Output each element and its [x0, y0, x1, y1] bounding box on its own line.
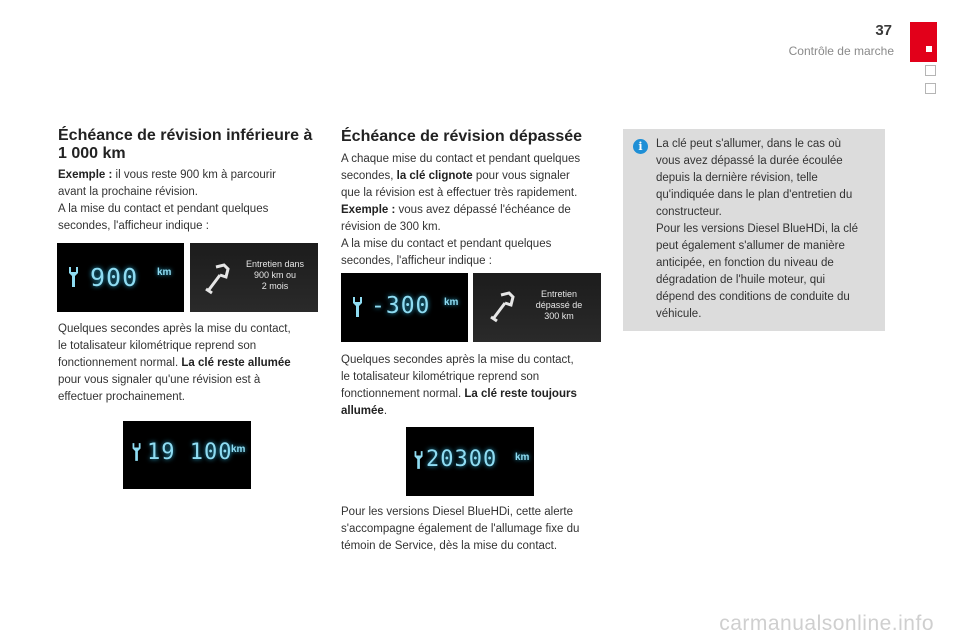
odometer-display [406, 427, 534, 496]
message-line: 300 km [544, 311, 574, 321]
info-icon: i [633, 139, 648, 154]
page-number: 37 [875, 22, 892, 39]
info-line: dépend des conditions de conduite du [656, 291, 850, 303]
text-line: témoin de Service, dès la mise du contact. [341, 540, 558, 552]
odometer-display [57, 243, 184, 312]
text-line: s'accompagne également de l'allumage fixe du [341, 523, 580, 535]
text-emphasis: La clé reste allumée [181, 357, 291, 369]
display-value: 20300 [426, 447, 498, 472]
watermark: carmanualsonline.info [719, 612, 934, 635]
wrench-icon [65, 265, 83, 289]
middle-final [341, 504, 611, 555]
chapter-marker-icon [926, 46, 932, 52]
info-line: anticipée, en fonction du niveau de [656, 257, 834, 269]
display-unit: km [231, 444, 246, 455]
example-text: il vous reste 900 km à parcourir [112, 169, 276, 181]
text-line: pour vous signaler qu'une révision est à [58, 374, 261, 386]
example-label: Exemple : [341, 204, 396, 216]
info-line: constructeur. [656, 206, 722, 218]
chapter-box-icon [925, 65, 936, 76]
example-text: vous avez dépassé l'échéance de [395, 204, 571, 216]
message-line: Entretien dans [245, 259, 305, 269]
text-line: le totalisateur kilométrique reprend son [58, 340, 257, 352]
display-value: 900 [90, 263, 139, 292]
left-intro [58, 167, 328, 235]
wrench-icon [411, 449, 427, 471]
text-line: . [383, 405, 388, 417]
text-line: fonctionnement normal. [341, 388, 465, 400]
message-display [190, 243, 318, 312]
text-emphasis: la clé clignote [396, 170, 473, 182]
text-emphasis: allumée [341, 405, 384, 417]
example-label: Exemple : [58, 169, 113, 181]
chapter-tab [910, 22, 937, 62]
middle-intro [341, 151, 611, 270]
wrench-icon [129, 441, 145, 463]
middle-title: Échéance de révision dépassée [341, 128, 583, 145]
display-value: -300 [371, 293, 431, 319]
text-line: secondes, [341, 170, 397, 182]
info-line: vous avez dépassé la durée écoulée [656, 155, 843, 167]
info-line: La clé peut s'allumer, dans le cas où [656, 138, 842, 150]
text-line: secondes, l'afficheur indique : [58, 220, 209, 232]
chapter-box-icon [925, 83, 936, 94]
service-wrench-icon [202, 261, 232, 295]
text-line: secondes, l'afficheur indique : [341, 255, 492, 267]
text-emphasis: La clé reste toujours [464, 388, 577, 400]
text-line: effectuer prochainement. [58, 391, 186, 403]
display-unit: km [444, 297, 459, 308]
text-line: Pour les versions Diesel BlueHDi, cette alerte [341, 506, 574, 518]
info-text [656, 136, 882, 323]
text-line: révision de 300 km. [341, 221, 441, 233]
text-line: pour vous signaler [472, 170, 570, 182]
left-title-line1: Échéance de révision inférieure à [58, 127, 313, 144]
section-title: Contrôle de marche [788, 44, 894, 58]
message-line: 2 mois [261, 281, 289, 291]
service-wrench-icon [487, 289, 517, 323]
display-unit: km [515, 452, 530, 463]
message-line: Entretien [540, 289, 578, 299]
left-after [58, 321, 328, 406]
odometer-display [341, 273, 468, 342]
left-title [58, 127, 328, 163]
text-line: A la mise du contact et pendant quelques [341, 238, 552, 250]
text-line: le totalisateur kilométrique reprend son [341, 371, 540, 383]
left-title-line2: 1 000 km [58, 145, 126, 162]
text-line: A chaque mise du contact et pendant quelques [341, 153, 581, 165]
message-line: dépassé de [535, 300, 583, 310]
message-text [236, 259, 314, 292]
message-text [521, 289, 597, 322]
wrench-icon [349, 295, 367, 319]
info-line: depuis la dernière révision, telle [656, 172, 818, 184]
odometer-display [123, 421, 251, 489]
info-line: Pour les versions Diesel BlueHDi, la clé [656, 223, 858, 235]
info-line: peut également s'allumer de manière [656, 240, 845, 252]
text-line: Quelques secondes après la mise du contact, [341, 354, 574, 366]
message-line: 900 km ou [253, 270, 297, 280]
text-line: que la révision est à effectuer très rapidement. [341, 187, 578, 199]
display-value: 19 100 [147, 440, 233, 465]
info-line: véhicule. [656, 308, 702, 320]
middle-after [341, 352, 611, 420]
display-unit: km [157, 267, 172, 278]
text-line: A la mise du contact et pendant quelques [58, 203, 269, 215]
info-line: qu'indiquée dans le plan d'entretien du [656, 189, 853, 201]
text-line: avant la prochaine révision. [58, 186, 198, 198]
text-line: Quelques secondes après la mise du contact, [58, 323, 291, 335]
info-line: dégradation de l'huile moteur, qui [656, 274, 826, 286]
text-line: fonctionnement normal. [58, 357, 182, 369]
message-display [473, 273, 601, 342]
